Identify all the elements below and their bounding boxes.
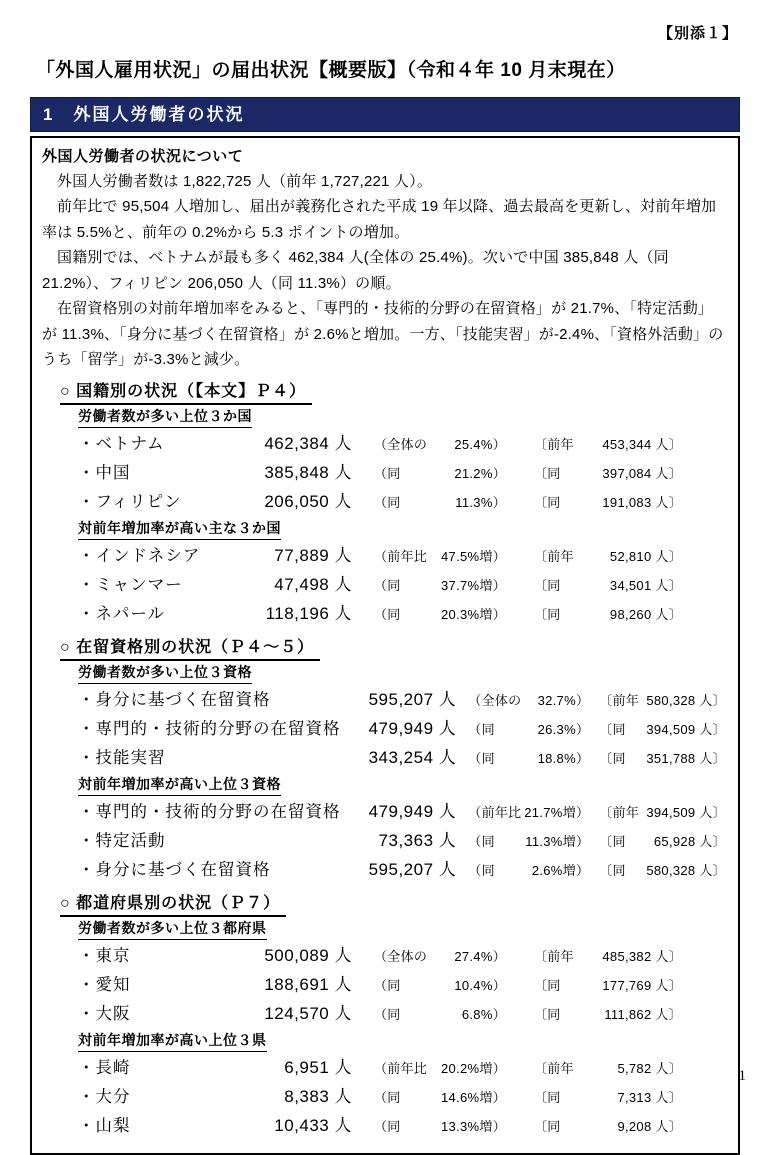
stat-group <box>42 775 726 885</box>
row-label: ・中国 <box>78 463 131 482</box>
section-title <box>60 637 726 661</box>
row-bracket <box>534 1055 682 1083</box>
section-title-text: ○ 都道府県別の状況（Ｐ７） <box>60 893 286 917</box>
paren-value: 26.3%） <box>537 721 590 737</box>
row-paren <box>468 799 589 827</box>
row-bracket <box>599 716 726 744</box>
bracket-label: 〔前年 <box>599 692 640 708</box>
stat-row <box>78 488 726 517</box>
paren-value: 18.8%） <box>537 750 590 766</box>
bracket-value: 485,382 人〕 <box>602 948 682 964</box>
bracket-label: 〔同 <box>534 606 561 622</box>
paren-value: 10.4%） <box>454 977 506 993</box>
row-bracket <box>534 972 682 1000</box>
row-label: ・ミャンマー <box>78 575 183 594</box>
group-subtitle <box>78 407 726 428</box>
stat-row <box>78 1054 726 1083</box>
row-value: 188,691 人 <box>264 974 352 994</box>
paren-label: （全体の <box>468 692 522 708</box>
group-subtitle <box>78 1031 726 1052</box>
stat-row <box>78 1112 726 1141</box>
paren-value: 20.3%増） <box>441 606 506 622</box>
paren-label: （全体の <box>374 948 428 964</box>
row-value: 10,433 人 <box>274 1115 352 1135</box>
paren-value: 32.7%） <box>537 692 590 708</box>
bracket-value: 7,313 人〕 <box>617 1089 682 1105</box>
stat-group <box>42 1031 726 1141</box>
paren-value: 25.4%） <box>454 436 506 452</box>
bracket-label: 〔前年 <box>534 1060 574 1076</box>
bracket-label: 〔同 <box>534 1118 561 1134</box>
bracket-label: 〔同 <box>599 862 626 878</box>
page-number: 1 <box>738 1068 746 1084</box>
row-value: 385,848 人 <box>264 462 352 482</box>
section <box>42 893 726 1141</box>
overview-paragraph: 外国人労働者数は 1,822,725 人（前年 1,727,221 人）。 <box>57 172 433 190</box>
section-title <box>60 381 726 405</box>
bracket-value: 98,260 人〕 <box>609 606 682 622</box>
paren-label: （同 <box>468 721 495 737</box>
group-subtitle <box>78 519 726 540</box>
row-label: ・フィリピン <box>78 492 182 511</box>
paren-value: 47.5%増） <box>441 548 506 564</box>
row-paren <box>374 543 506 571</box>
bracket-value: 191,083 人〕 <box>602 494 682 510</box>
row-bracket <box>599 799 726 827</box>
paren-label: （前年比 <box>374 1060 428 1076</box>
group-subtitle <box>78 663 726 684</box>
row-paren <box>374 1084 506 1112</box>
bracket-label: 〔前年 <box>534 948 574 964</box>
row-bracket <box>534 489 682 517</box>
bracket-label: 〔前年 <box>534 436 574 452</box>
overview-heading: 外国人労働者の状況について <box>42 147 244 165</box>
row-label: ・山梨 <box>78 1116 131 1135</box>
row-paren <box>468 745 589 773</box>
section-banner-label: 1 外国人労働者の状況 <box>43 104 245 124</box>
paren-label: （同 <box>468 862 495 878</box>
paren-label: （同 <box>374 1089 401 1105</box>
stat-row <box>78 971 726 1000</box>
bracket-value: 65,928 人〕 <box>653 833 726 849</box>
section-title-text: ○ 在留資格別の状況（Ｐ４～５） <box>60 637 320 661</box>
sections-container <box>42 381 726 1141</box>
paren-value: 13.3%増） <box>441 1118 506 1134</box>
bracket-value: 34,501 人〕 <box>609 577 682 593</box>
row-label: ・身分に基づく在留資格 <box>78 690 271 709</box>
paren-label: （同 <box>374 1006 401 1022</box>
group-subtitle <box>78 775 726 796</box>
stat-group <box>42 519 726 629</box>
row-paren <box>468 828 589 856</box>
paren-label: （同 <box>374 606 401 622</box>
bracket-label: 〔同 <box>534 465 561 481</box>
paren-value: 21.2%） <box>454 465 506 481</box>
paren-value: 20.2%増） <box>441 1060 506 1076</box>
stat-row <box>78 1083 726 1112</box>
row-bracket <box>599 687 726 715</box>
row-paren <box>468 716 589 744</box>
bracket-value: 394,509 人〕 <box>646 804 726 820</box>
row-value: 479,949 人 <box>368 801 457 821</box>
row-value: 124,570 人 <box>264 1003 352 1023</box>
overview-paragraph: 在留資格別の対前年増加率をみると、「専門的・技術的分野の在留資格」が 21.7%、「特定活動」が 11.3%、「身分に基づく在留資格」が 2.6%と増加。一方、「技能実習」が-2.4%、「資格外活動」のうち「留学」が-3.3%と減少。 <box>42 300 724 369</box>
row-paren <box>374 943 506 971</box>
stat-row <box>78 459 726 488</box>
stat-group <box>42 919 726 1029</box>
row-paren <box>374 489 506 517</box>
bracket-value: 453,344 人〕 <box>602 436 682 452</box>
bracket-value: 177,769 人〕 <box>602 977 682 993</box>
row-paren <box>374 972 506 1000</box>
bracket-label: 〔同 <box>534 577 561 593</box>
row-label: ・大阪 <box>78 1004 131 1023</box>
paren-label: （全体の <box>374 436 428 452</box>
stat-row <box>78 571 726 600</box>
stat-row <box>78 744 726 773</box>
row-paren <box>374 431 506 459</box>
attachment-tag: 【別添１】 <box>657 25 738 42</box>
row-label: ・特定活動 <box>78 831 166 850</box>
row-label: ・長崎 <box>78 1058 131 1077</box>
row-paren <box>374 1055 506 1083</box>
stat-row <box>78 856 726 885</box>
section <box>42 381 726 629</box>
row-label: ・専門的・技術的分野の在留資格 <box>78 802 341 821</box>
bracket-label: 〔同 <box>599 750 626 766</box>
row-bracket <box>534 601 682 629</box>
document-title: 「外国人雇用状況」の届出状況【概要版】（令和４年 10 月末現在） <box>36 60 626 81</box>
stat-row <box>78 686 726 715</box>
bracket-value: 580,328 人〕 <box>646 692 726 708</box>
row-paren <box>468 687 589 715</box>
row-label: ・技能実習 <box>78 748 166 767</box>
bracket-value: 580,328 人〕 <box>646 862 726 878</box>
content-box <box>30 136 740 1155</box>
stat-row <box>78 430 726 459</box>
row-bracket <box>534 1084 682 1112</box>
bracket-label: 〔前年 <box>599 804 640 820</box>
row-value: 6,951 人 <box>284 1057 352 1077</box>
row-label: ・身分に基づく在留資格 <box>78 860 271 879</box>
row-value: 47,498 人 <box>274 574 352 594</box>
row-bracket <box>534 543 682 571</box>
paren-label: （同 <box>374 577 401 593</box>
row-bracket <box>599 828 726 856</box>
group-subtitle-text: 労働者数が多い上位３都府県 <box>78 919 267 940</box>
row-bracket <box>534 460 682 488</box>
stat-group <box>42 663 726 773</box>
row-value: 595,207 人 <box>368 689 457 709</box>
row-value: 118,196 人 <box>265 603 352 623</box>
section-title <box>60 893 726 917</box>
bracket-value: 111,862 人〕 <box>604 1006 682 1022</box>
row-label: ・インドネシア <box>78 546 201 565</box>
section-banner <box>30 97 740 132</box>
bracket-label: 〔前年 <box>534 548 574 564</box>
row-value: 479,949 人 <box>368 718 457 738</box>
bracket-label: 〔同 <box>534 1006 561 1022</box>
row-value: 206,050 人 <box>264 491 352 511</box>
group-subtitle-text: 対前年増加率が高い上位３資格 <box>78 775 281 796</box>
bracket-value: 397,084 人〕 <box>602 465 682 481</box>
paren-value: 14.6%増） <box>441 1089 506 1105</box>
paren-label: （同 <box>374 1118 401 1134</box>
group-subtitle-text: 労働者数が多い上位３資格 <box>78 663 252 684</box>
row-value: 73,363 人 <box>378 830 457 850</box>
row-paren <box>374 601 506 629</box>
bracket-label: 〔同 <box>599 721 626 737</box>
overview-paragraph: 前年比で 95,504 人増加し、届出が義務化された平成 19 年以降、過去最高を更新し、対前年増加率は 5.5%と、前年の 0.2%から 5.3 ポイントの増加。 <box>42 198 717 241</box>
bracket-value: 9,208 人〕 <box>617 1118 682 1134</box>
bracket-value: 394,509 人〕 <box>646 721 726 737</box>
row-paren <box>374 572 506 600</box>
paren-value: 27.4%） <box>454 948 506 964</box>
row-bracket <box>599 857 726 885</box>
stat-group <box>42 407 726 517</box>
row-value: 500,089 人 <box>264 945 352 965</box>
group-subtitle-text: 対前年増加率が高い上位３県 <box>78 1031 267 1052</box>
paren-label: （同 <box>374 494 401 510</box>
group-subtitle <box>78 919 726 940</box>
group-subtitle-text: 労働者数が多い上位３か国 <box>78 407 252 428</box>
paren-label: （同 <box>468 750 495 766</box>
row-bracket <box>534 1113 682 1141</box>
paren-label: （前年比 <box>468 804 522 820</box>
row-paren <box>468 857 589 885</box>
row-value: 595,207 人 <box>368 859 457 879</box>
stat-row <box>78 542 726 571</box>
row-value: 77,889 人 <box>274 545 352 565</box>
row-paren <box>374 1113 506 1141</box>
row-label: ・東京 <box>78 946 131 965</box>
row-label: ・ベトナム <box>78 434 165 453</box>
row-bracket <box>534 1001 682 1029</box>
row-value: 8,383 人 <box>284 1086 352 1106</box>
row-label: ・ネパール <box>78 604 166 623</box>
row-paren <box>374 1001 506 1029</box>
row-label: ・専門的・技術的分野の在留資格 <box>78 719 341 738</box>
paren-value: 21.7%増） <box>524 804 590 820</box>
row-bracket <box>534 572 682 600</box>
overview-paragraph: 国籍別では、ベトナムが最も多く 462,384 人(全体の 25.4%)。次いで中国 385,848 人（同 21.2%）、フィリピン 206,050 人（同 11.3%）の順。 <box>42 249 669 292</box>
paren-label: （同 <box>374 977 401 993</box>
section <box>42 637 726 885</box>
stat-row <box>78 942 726 971</box>
bracket-label: 〔同 <box>599 833 626 849</box>
paren-label: （前年比 <box>374 548 428 564</box>
section-title-text: ○ 国籍別の状況（【本文】Ｐ４） <box>60 381 312 405</box>
stat-row <box>78 827 726 856</box>
bracket-label: 〔同 <box>534 1089 561 1105</box>
paren-value: 37.7%増） <box>441 577 506 593</box>
row-bracket <box>599 745 726 773</box>
stat-row <box>78 798 726 827</box>
row-value: 462,384 人 <box>264 433 352 453</box>
row-value: 343,254 人 <box>368 747 457 767</box>
stat-row <box>78 715 726 744</box>
row-bracket <box>534 431 682 459</box>
row-label: ・大分 <box>78 1087 131 1106</box>
paren-value: 11.3%） <box>455 494 506 510</box>
bracket-label: 〔同 <box>534 494 561 510</box>
paren-label: （同 <box>374 465 401 481</box>
paren-label: （同 <box>468 833 495 849</box>
stat-row <box>78 1000 726 1029</box>
paren-value: 11.3%増） <box>525 833 590 849</box>
paren-value: 2.6%増） <box>531 862 590 878</box>
bracket-label: 〔同 <box>534 977 561 993</box>
bracket-value: 5,782 人〕 <box>617 1060 682 1076</box>
row-label: ・愛知 <box>78 975 131 994</box>
overview-block <box>42 145 726 373</box>
row-paren <box>374 460 506 488</box>
paren-value: 6.8%） <box>461 1006 506 1022</box>
row-bracket <box>534 943 682 971</box>
group-subtitle-text: 対前年増加率が高い主な３か国 <box>78 519 281 540</box>
stat-row <box>78 600 726 629</box>
bracket-value: 351,788 人〕 <box>646 750 726 766</box>
bracket-value: 52,810 人〕 <box>609 548 682 564</box>
